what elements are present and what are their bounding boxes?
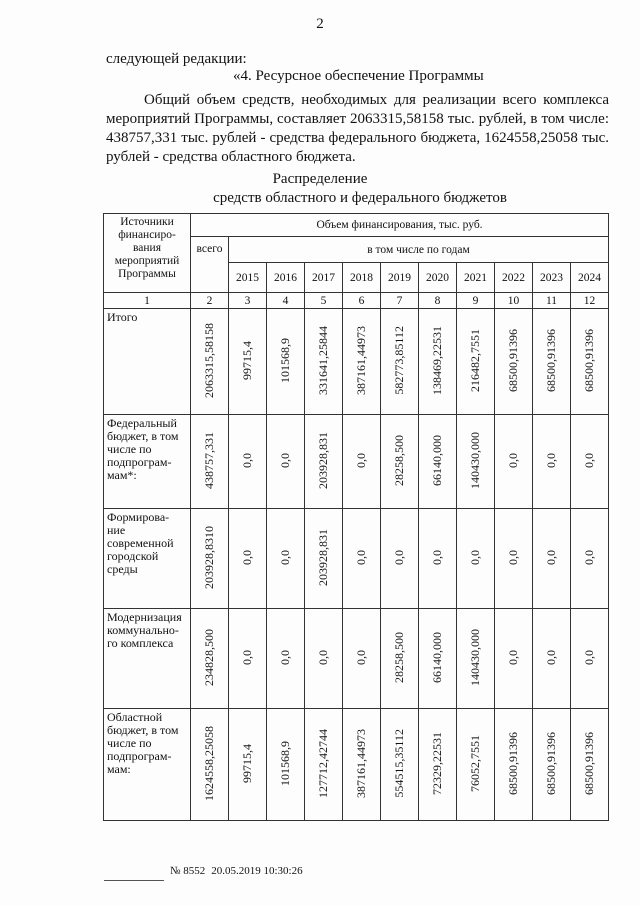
cell	[229, 509, 267, 609]
cell	[381, 415, 419, 509]
cell	[571, 609, 609, 709]
cell	[191, 709, 229, 821]
table-row	[104, 609, 609, 709]
cell	[533, 509, 571, 609]
cell-value: 68500,91396	[582, 731, 596, 795]
cell	[419, 415, 457, 509]
table-title: Распределение	[272, 171, 368, 187]
cell-value: 0,0	[278, 452, 292, 468]
cell	[267, 309, 305, 415]
cell-value: 203928,831	[316, 431, 330, 489]
row-label: Федеральный бюджет, в том числе по подпрограм-мам*:	[104, 415, 191, 509]
year-header: 2015	[229, 263, 267, 293]
cell-value: 0,0	[354, 549, 368, 565]
cell-value: 99715,4	[240, 743, 254, 783]
cell-value: 66140,000	[430, 631, 444, 683]
cell	[191, 309, 229, 415]
cell-value: 101568,9	[278, 337, 292, 383]
cell	[457, 609, 495, 709]
year-header: 2024	[571, 263, 609, 293]
column-number: 9	[457, 293, 495, 309]
year-header: 2020	[419, 263, 457, 293]
cell-value: 216482,7551	[468, 328, 482, 392]
doc-number: № 8552	[170, 864, 206, 877]
table-row	[104, 709, 609, 821]
cell-value: 127712,42744	[316, 728, 330, 798]
cell	[419, 709, 457, 821]
cell	[571, 509, 609, 609]
cell-value: 0,0	[278, 649, 292, 665]
cell	[533, 415, 571, 509]
page-number: 2	[316, 16, 324, 32]
cell	[229, 709, 267, 821]
row-label: Модернизация коммунально-го комплекса	[104, 609, 191, 709]
cell-value: 28258,500	[392, 631, 406, 683]
cell	[533, 709, 571, 821]
cell	[191, 415, 229, 509]
cell	[343, 509, 381, 609]
cell-value: 0,0	[240, 452, 254, 468]
cell	[191, 509, 229, 609]
cell	[495, 309, 533, 415]
table-row	[104, 309, 609, 415]
cell-value: 0,0	[354, 649, 368, 665]
header-source: Источники финансиро-вания мероприятий Программы	[104, 214, 191, 293]
column-number: 10	[495, 293, 533, 309]
cell	[457, 415, 495, 509]
cell-value: 0,0	[430, 549, 444, 565]
cell-value: 66140,000	[430, 434, 444, 486]
cell	[419, 509, 457, 609]
cell	[457, 709, 495, 821]
cell	[191, 609, 229, 709]
cell	[495, 509, 533, 609]
year-header: 2016	[267, 263, 305, 293]
cell-value: 331641,25844	[316, 325, 330, 395]
cell-value: 0,0	[582, 452, 596, 468]
cell-value: 99715,4	[240, 340, 254, 380]
cell	[229, 415, 267, 509]
column-number: 7	[381, 293, 419, 309]
cell-value: 68500,91396	[506, 731, 520, 795]
cell	[571, 309, 609, 415]
cell	[267, 709, 305, 821]
cell	[381, 709, 419, 821]
cell-value: 68500,91396	[506, 328, 520, 392]
cell-value: 0,0	[468, 549, 482, 565]
cell-value: 203928,8310	[202, 525, 216, 589]
table-subtitle: средств областного и федерального бюджетов	[213, 190, 507, 206]
header-total: всего	[191, 237, 229, 293]
cell-value: 138469,22531	[430, 325, 444, 395]
cell	[419, 309, 457, 415]
column-number: 3	[229, 293, 267, 309]
cell-value: 0,0	[392, 549, 406, 565]
cell-value: 0,0	[506, 452, 520, 468]
column-number: 1	[104, 293, 191, 309]
cell	[343, 415, 381, 509]
cell-value: 0,0	[544, 649, 558, 665]
row-label: Итого	[104, 309, 191, 415]
column-number: 8	[419, 293, 457, 309]
year-header: 2017	[305, 263, 343, 293]
cell-value: 28258,500	[392, 434, 406, 486]
cell	[381, 509, 419, 609]
cell-value: 0,0	[506, 649, 520, 665]
cell-value: 72329,22531	[430, 731, 444, 795]
column-number: 12	[571, 293, 609, 309]
cell	[267, 509, 305, 609]
year-header: 2022	[495, 263, 533, 293]
cell-value: 0,0	[544, 549, 558, 565]
cell	[571, 415, 609, 509]
registry-stamp-icon	[104, 860, 164, 881]
section-title: «4. Ресурсное обеспечение Программы	[233, 68, 484, 84]
cell	[533, 309, 571, 415]
cell	[305, 509, 343, 609]
cell	[267, 415, 305, 509]
cell-value: 2063315,58158	[202, 322, 216, 398]
year-header: 2021	[457, 263, 495, 293]
cell	[343, 309, 381, 415]
row-label: Формирова-ние современной городской среды	[104, 509, 191, 609]
cell	[305, 309, 343, 415]
column-number: 6	[343, 293, 381, 309]
cell	[381, 609, 419, 709]
cell-value: 140430,000	[468, 628, 482, 686]
table-row	[104, 415, 609, 509]
year-header: 2023	[533, 263, 571, 293]
cell	[381, 309, 419, 415]
cell-value: 0,0	[240, 549, 254, 565]
cell-value: 438757,331	[202, 431, 216, 489]
cell-value: 582773,85112	[392, 325, 406, 395]
footer-stamp	[104, 860, 303, 881]
paragraph: Общий объем средств, необходимых для реализации всего комплекса мероприятий Программы, составляет 2063315,58158 тыс. рублей, в том числе: 438757,331 тыс. рублей - средства федерального бюджета, 1624558,25058 тыс. рублей - средства областного бюджета.	[106, 92, 609, 165]
cell-value: 0,0	[354, 452, 368, 468]
cell-value: 387161,44973	[354, 728, 368, 798]
cell-value: 0,0	[278, 549, 292, 565]
year-header: 2018	[343, 263, 381, 293]
column-number: 2	[191, 293, 229, 309]
row-label: Областной бюджет, в том числе по подпрограм-мам:	[104, 709, 191, 821]
cell	[343, 709, 381, 821]
cell-value: 76052,7551	[468, 734, 482, 792]
cell	[305, 415, 343, 509]
cell	[571, 709, 609, 821]
table-row	[104, 509, 609, 609]
column-number: 11	[533, 293, 571, 309]
cell-value: 140430,000	[468, 431, 482, 489]
cell	[267, 609, 305, 709]
cell	[305, 609, 343, 709]
budget-table	[103, 213, 609, 821]
cell	[495, 709, 533, 821]
column-number: 5	[305, 293, 343, 309]
cell	[457, 509, 495, 609]
year-header: 2019	[381, 263, 419, 293]
cell-value: 0,0	[240, 649, 254, 665]
cell	[343, 609, 381, 709]
cell-value: 101568,9	[278, 740, 292, 786]
cell-value: 68500,91396	[544, 731, 558, 795]
cell	[495, 609, 533, 709]
cell	[495, 415, 533, 509]
cell-value: 0,0	[582, 549, 596, 565]
cell-value: 0,0	[316, 649, 330, 665]
cell	[305, 709, 343, 821]
cell-value: 68500,91396	[582, 328, 596, 392]
doc-datetime: 20.05.2019 10:30:26	[211, 864, 303, 877]
header-by-year: в том числе по годам	[229, 237, 609, 263]
cell-value: 1624558,25058	[202, 725, 216, 801]
cell-value: 203928,831	[316, 528, 330, 586]
cell-value: 554515,35112	[392, 728, 406, 798]
column-number: 4	[267, 293, 305, 309]
cell	[229, 309, 267, 415]
cell	[229, 609, 267, 709]
cell-value: 0,0	[506, 549, 520, 565]
cell-value: 0,0	[582, 649, 596, 665]
cell	[419, 609, 457, 709]
cell-value: 0,0	[544, 452, 558, 468]
cell	[533, 609, 571, 709]
intro-text: следующей редакции:	[106, 51, 247, 67]
header-volume: Объем финансирования, тыс. руб.	[191, 214, 609, 237]
cell-value: 68500,91396	[544, 328, 558, 392]
cell-value: 234828,500	[202, 628, 216, 686]
cell-value: 387161,44973	[354, 325, 368, 395]
cell	[457, 309, 495, 415]
